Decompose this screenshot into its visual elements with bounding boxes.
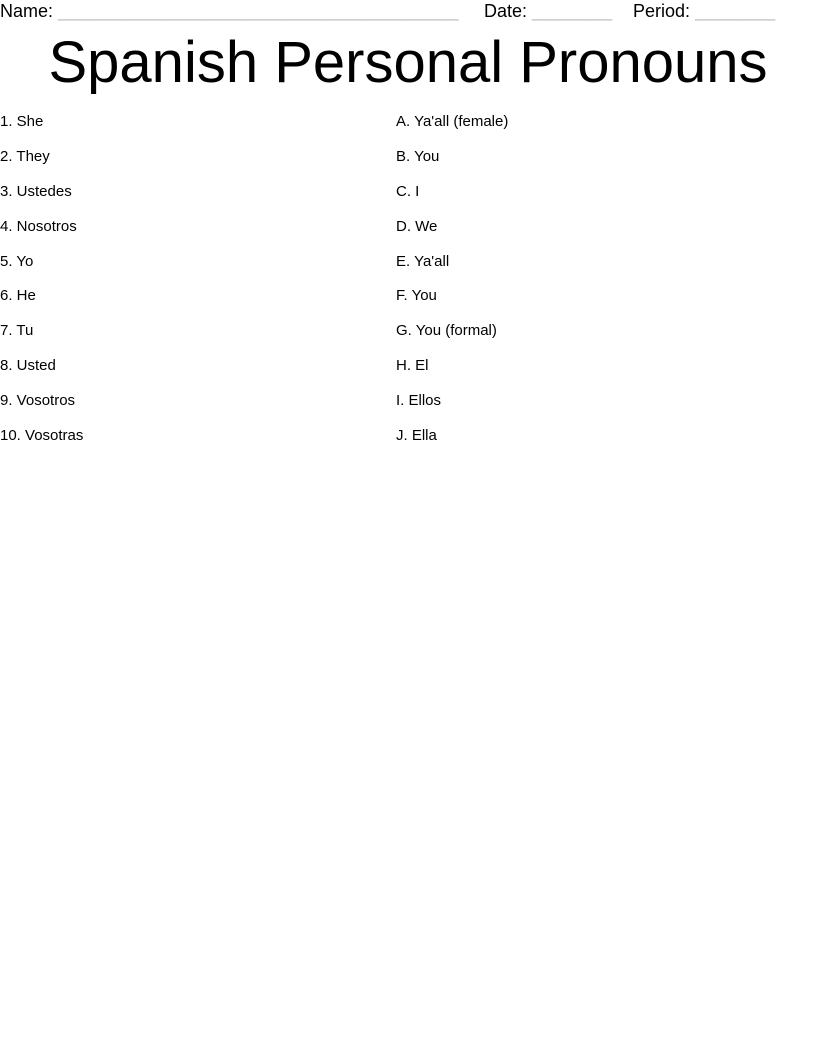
answer-item: I. Ellos <box>396 392 442 410</box>
term-item: 4. Nosotros <box>0 217 77 235</box>
date-field <box>484 0 612 22</box>
name-field <box>0 0 458 22</box>
term-item: 7. Tu <box>0 322 34 340</box>
answer-item: B. You <box>396 147 440 165</box>
period-field <box>633 0 775 22</box>
term-item: 3. Ustedes <box>0 182 72 200</box>
term-item: 10. Vosotras <box>0 427 84 445</box>
term-item: 1. She <box>0 113 44 130</box>
answer-item: G. You (formal) <box>396 322 497 340</box>
answer-item: H. El <box>396 357 429 375</box>
answer-item: F. You <box>396 287 437 305</box>
period-label: Period: <box>633 1 691 21</box>
name-blank-line: ________________________________________ <box>58 1 459 21</box>
term-item: 8. Usted <box>0 357 56 375</box>
answer-item: D. We <box>396 217 438 235</box>
term-item: 2. They <box>0 147 50 165</box>
answer-item: C. I <box>396 182 420 200</box>
worksheet-header <box>0 0 816 22</box>
answer-item: A. Ya'all (female) <box>396 113 509 130</box>
term-item: 9. Vosotros <box>0 392 76 410</box>
date-blank-line: ________ <box>532 1 613 21</box>
date-label: Date: <box>484 1 528 21</box>
answer-item: E. Ya'all <box>396 252 450 270</box>
term-item: 5. Yo <box>0 252 34 270</box>
terms-list <box>0 111 380 460</box>
answer-item: J. Ella <box>396 427 437 445</box>
answers-list <box>396 111 806 460</box>
worksheet-title: Spanish Personal Pronouns <box>48 30 768 95</box>
name-label: Name: <box>0 1 54 21</box>
term-item: 6. He <box>0 287 36 305</box>
period-blank-line: ________ <box>695 1 776 21</box>
